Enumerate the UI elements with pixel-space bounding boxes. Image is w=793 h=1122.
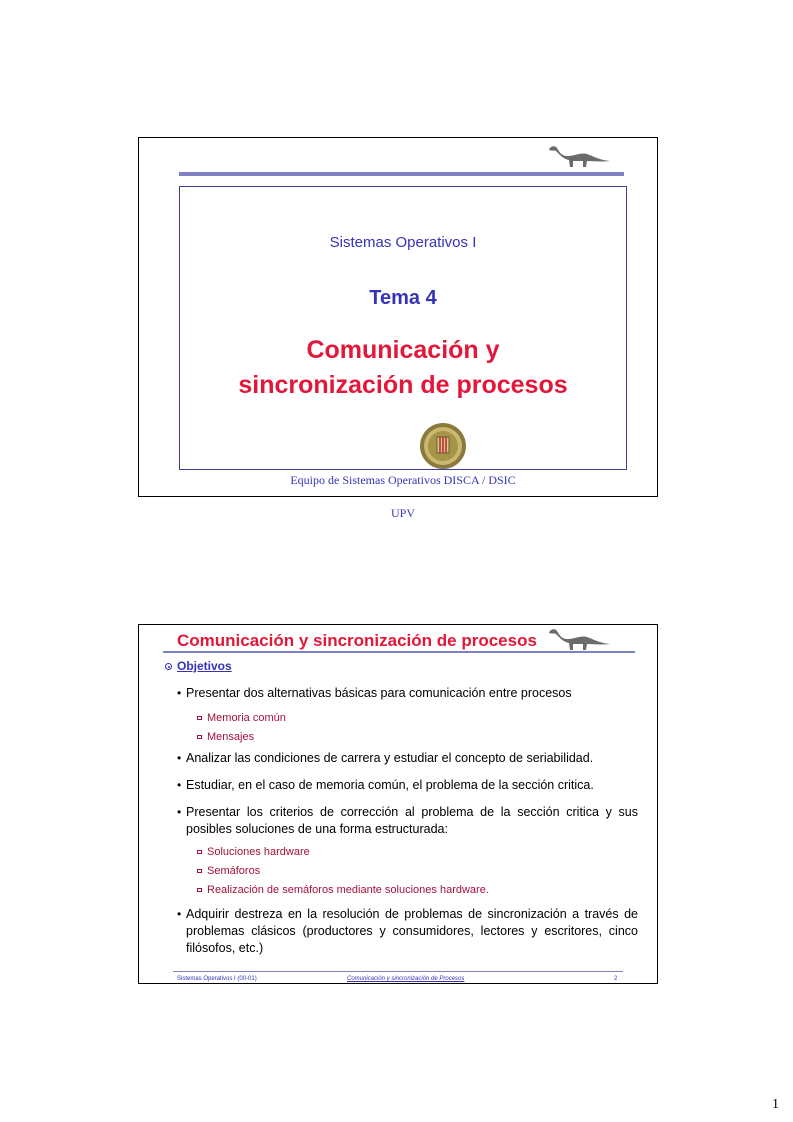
footer-rule xyxy=(173,971,623,972)
sub-bullet-item: Realización de semáforos mediante soluciones hardware. xyxy=(207,884,489,896)
section-heading xyxy=(165,659,232,673)
sub-bullet-item: Memoria común xyxy=(207,712,286,724)
footer-topic: Comunicación y sincronización de Procesos xyxy=(347,976,465,982)
section-label: Objetivos xyxy=(177,659,232,673)
title-line-1: Comunicación y xyxy=(306,336,500,364)
topic-number: Tema 4 xyxy=(369,287,437,309)
slide-title: Comunicación y sincronización de procesos xyxy=(177,631,537,650)
sub-bullet-item: Mensajes xyxy=(207,731,255,743)
slide-title xyxy=(180,333,626,403)
bullet-item: • Adquirir destreza en la resolución de problemas de sincronización a través de problemas clásicos (productores y consumidores, lectores y escritores, cinco filósofos, etc.) xyxy=(186,906,638,957)
title-line-2: sincronización de procesos xyxy=(238,371,568,399)
title-frame xyxy=(179,186,627,520)
dinosaur-icon xyxy=(547,142,611,168)
university-seal-icon xyxy=(419,422,467,470)
bullet-item: • Estudiar, en el caso de memoria común, el problema de la sección critica. xyxy=(186,777,638,794)
team-name: Equipo de Sistemas Operativos DISCA / DSIC xyxy=(290,473,516,487)
bullet-item: • Presentar los criterios de corrección al problema de la sección critica y sus posibles soluciones de una forma estructurada: xyxy=(186,804,638,838)
footer-slide-number: 2 xyxy=(614,976,618,982)
sub-bullet-item: Semáforos xyxy=(207,865,261,877)
sub-bullet-item: Soluciones hardware xyxy=(207,846,310,858)
header-rule xyxy=(179,172,624,176)
target-icon xyxy=(165,663,172,670)
footer-course: Sistemas Operativos I (00-01) xyxy=(177,976,257,982)
bullet-item: • Presentar dos alternativas básicas para comunicación entre procesos xyxy=(186,685,638,702)
page-number: 1 xyxy=(772,1097,779,1112)
course-name: Sistemas Operativos I xyxy=(329,234,477,251)
bullet-item: • Analizar las condiciones de carrera y estudiar el concepto de seriabilidad. xyxy=(186,750,638,767)
title-underline xyxy=(163,651,635,653)
title-slide xyxy=(138,137,658,520)
dinosaur-icon xyxy=(547,625,611,651)
university-name: UPV xyxy=(390,506,415,520)
objectives-slide xyxy=(138,624,658,984)
